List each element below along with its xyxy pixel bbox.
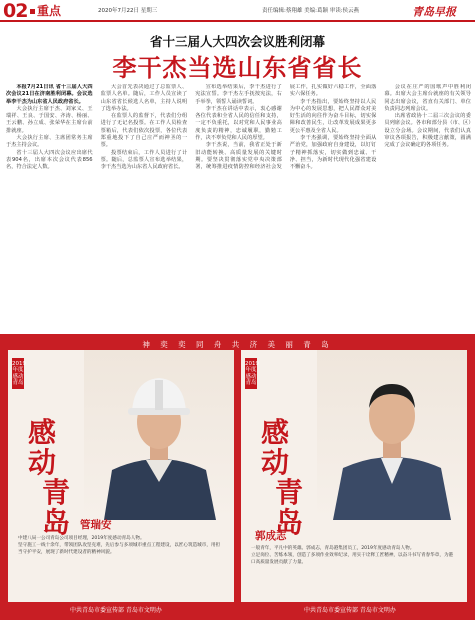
section-dot-icon bbox=[30, 9, 35, 14]
feature-title-line1: 感动 bbox=[261, 416, 290, 479]
portrait-photo bbox=[317, 350, 467, 520]
feature-band-title: 神 奕 奕 同 舟 共 济 美 丽 青 岛 bbox=[142, 340, 333, 349]
article-paragraph: 李干杰在讲话中表示，衷心感谢各位代表和全省人民的信任和支持，一定不负重托，以对党和人民事业高度负责的精神，忠诚履职，勤勉工作，决不辜负党和人民的厚望。 bbox=[195, 105, 282, 142]
article-headline: 李干杰当选山东省省长 bbox=[112, 54, 363, 82]
article-paragraph: 会议在庄严的国歌声中胜利闭幕。出席大会主席台就座的有关领导同志出席会议，省直有关部门、单位负责同志列席会议。 bbox=[384, 84, 471, 112]
feature-big-title bbox=[28, 416, 71, 539]
article-body bbox=[6, 84, 471, 330]
editor-credits: 责任编辑:蔡翔雄 美编:葛颖 审读:侯云燕 bbox=[262, 8, 360, 14]
section-label-text: 重点 bbox=[37, 4, 62, 18]
bio-paragraph: 立足岗位、苦练本领，创造了多项作业效率纪录，用实干诠释工匠精神，以奋斗书写青春华章，为港口高质量发展贡献了力量。 bbox=[251, 553, 454, 565]
feature-panel-guan-ruian bbox=[8, 350, 234, 602]
bio-paragraph: 一般青年，平凡中的英雄。郭成志，青岛港集团员工，2019年度感动青岛人物。 bbox=[251, 546, 415, 551]
article-paragraph: 投票结束后，工作人员进行了计票。随后，总监票人宣布选举结果，李干杰当选为山东省人民政府省长。 bbox=[100, 149, 188, 171]
feature-band bbox=[0, 334, 475, 620]
article-paragraph: 李干杰强调，要始终坚持全面从严治党，加强政府自身建设，以钉钉子精神抓落实，切实做到忠诚、干净、担当，为新时代现代化强省建设不懈奋斗。 bbox=[289, 135, 377, 171]
article-paragraph: 李干杰指出，要始终坚持以人民为中心的发展思想，把人民群众对美好生活的向往作为奋斗目标，切实保障和改善民生，让改革发展成果更多更公平惠及全省人民。 bbox=[289, 98, 377, 134]
feature-title-line2: 青岛 bbox=[42, 476, 71, 539]
newspaper-logo bbox=[410, 3, 472, 19]
svg-text:青岛早报: 青岛早报 bbox=[412, 5, 456, 19]
footer-credit-right: 中共青岛市委宣传部 青岛市文明办 bbox=[304, 607, 396, 614]
award-tag: 2019年度感动青岛 bbox=[12, 358, 24, 389]
article-paragraph: 大会首先表决通过了总监票人、监票人名单。随后，工作人员宣读了山东省省长候选人名单，主持人说明了选举办法。 bbox=[100, 84, 188, 112]
bio-paragraph: 中建八局一公司青岛公司项目经理，2019年度感动青岛人物。 bbox=[18, 536, 145, 541]
honoree-bio bbox=[18, 536, 224, 557]
article-paragraph: 本报7月21日讯 省十三届人大四次会议21日在济南胜利闭幕。会议选举李干杰为山东省人民政府省长。 bbox=[6, 84, 93, 105]
feature-title-line2: 青岛 bbox=[275, 476, 304, 539]
article-paragraph: 大会执行主席于杰、刘家义、王瑞祥、王良、于国安、齐涛、杨丽、王云鹏、孙立成、张荣华在主席台前排就座。 bbox=[6, 105, 93, 134]
honoree-name: 管瑞安 bbox=[80, 519, 112, 531]
page-number: 02 bbox=[3, 0, 28, 22]
article-paragraph: 李干杰说，当前，我省正处于新旧动能转换、高质量发展的关键时期。要坚决贯彻落实党中央决策部署，统筹推进疫情防控和经济社会发展工作，扎实做好六稳工作，全面落实六保任务。 bbox=[195, 84, 377, 171]
honoree-name: 郭成志 bbox=[255, 530, 287, 542]
feature-panel-guo-chengzhi bbox=[241, 350, 467, 602]
article-paragraph: 在监票人的监督下，代表们分组进行了无记名投票。在工作人员检查票箱后，代表们依次投票，各位代表郑重地投下了自己庄严而神圣的一票。 bbox=[100, 113, 188, 149]
feature-title-line1: 感动 bbox=[28, 416, 57, 479]
page-header bbox=[0, 0, 475, 22]
honoree-bio bbox=[251, 546, 457, 567]
section-label bbox=[30, 2, 61, 19]
bio-paragraph: 坚守施工一线十余年，带领团队攻坚克难，先后参与多项城市重点工程建设，以匠心筑造城市，用担当守护平安，展现了新时代建设者的精神风貌。 bbox=[18, 543, 221, 555]
award-tag: 2019年度感动青岛 bbox=[245, 358, 257, 389]
article-paragraph: 大会执行主席、主席团常务主席于杰主持会议。 bbox=[6, 135, 93, 149]
article-paragraph: 出席省政协十二届三次会议的委员列席会议。各市和部分县（市、区）设立分会场。会议期间，代表们认真审议各项报告，积极建言献策，圆满完成了会议确定的各项任务。 bbox=[384, 113, 471, 149]
article-paragraph: 宣布选举结果后，李干杰进行了宪法宣誓。李干杰左手抚按宪法，右手举拳，领誓人诵读誓词。 bbox=[195, 84, 282, 105]
footer-credit-left: 中共青岛市委宣传部 青岛市文明办 bbox=[70, 607, 162, 614]
article-subheadline: 省十三届人大四次会议胜利闭幕 bbox=[149, 34, 325, 49]
issue-date: 2020年7月22日 星期三 bbox=[98, 8, 158, 14]
article-paragraph: 省十三届人大四次会议应出席代表904名，出席本次会议代表856名，符合法定人数。 bbox=[6, 149, 93, 171]
feature-big-title bbox=[261, 416, 304, 539]
portrait-photo bbox=[84, 350, 234, 520]
